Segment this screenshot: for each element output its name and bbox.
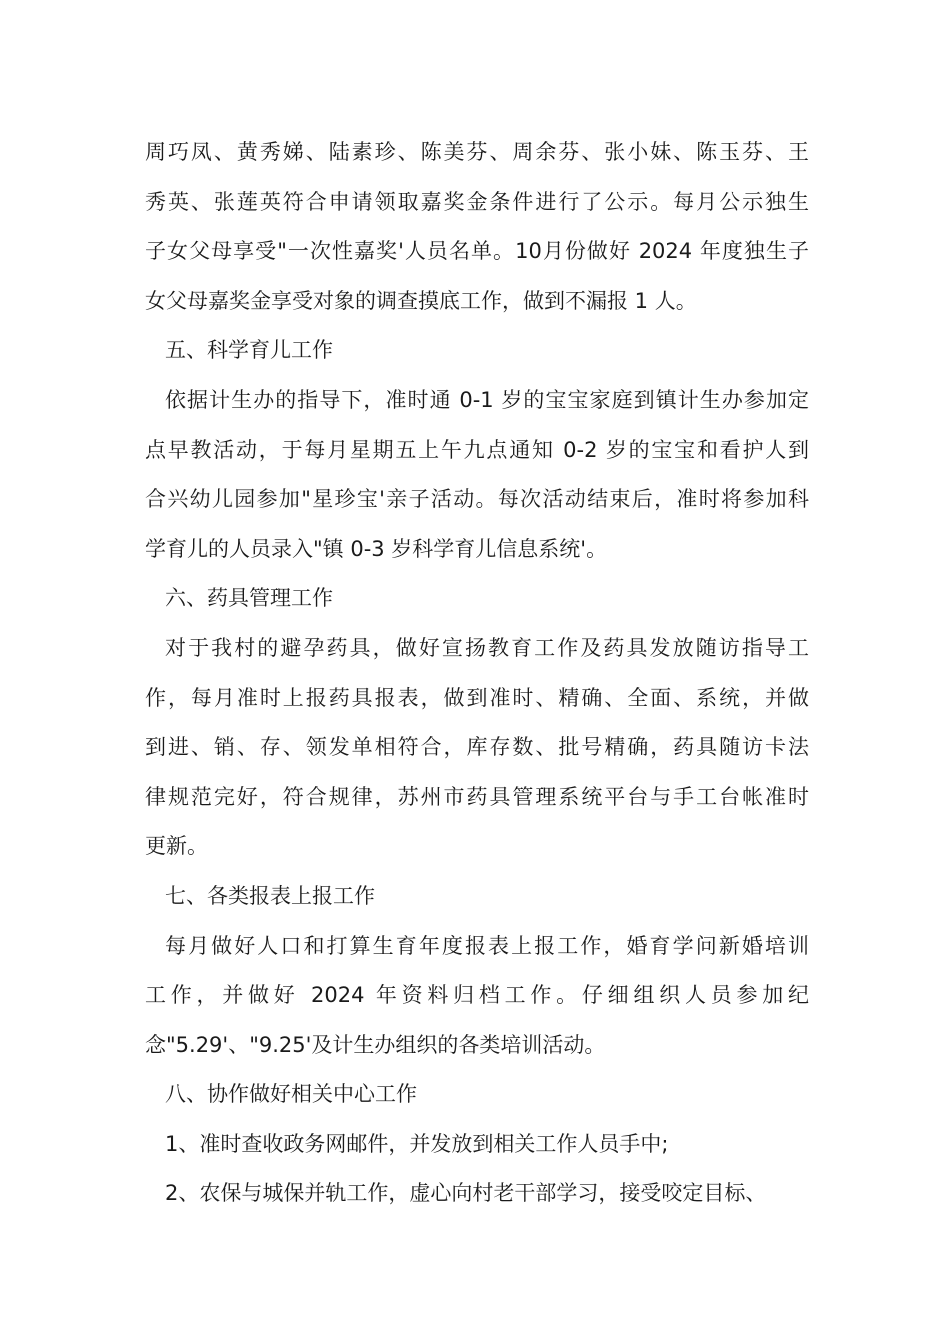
body-text-line: 子女父母享受"一次性嘉奖'人员名单。10月份做好 2024 年度独生子 [145, 239, 809, 264]
list-item-2: 2、农保与城保并轨工作，虚心向村老干部学习，接受咬定目标、 [165, 1181, 767, 1206]
list-item-1: 1、准时查收政务网邮件，并发放到相关工作人员手中; [165, 1131, 669, 1156]
body-text-line: 对于我村的避孕药具，做好宣扬教育工作及药具发放随访指导工 [165, 635, 809, 660]
body-text-line: 律规范完好，符合规律，苏州市药具管理系统平台与手工台帐准时 [145, 784, 809, 809]
section-heading-6: 六、药具管理工作 [165, 586, 333, 611]
body-text-line: 学育儿的人员录入"镇 0-3 岁科学育儿信息系统'。 [145, 536, 608, 561]
body-text-line: 秀英、张莲英符合申请领取嘉奖金条件进行了公示。每月公示独生 [145, 189, 809, 214]
body-text-line: 念"5.29'、"9.25'及计生办组织的各类培训活动。 [145, 1032, 606, 1057]
body-text-line: 依据计生办的指导下，准时通 0-1 岁的宝宝家庭到镇计生办参加定 [165, 387, 809, 412]
body-text-line: 到进、销、存、领发单相符合，库存数、批号精确，药具随访卡法 [145, 735, 809, 760]
section-heading-5: 五、科学育儿工作 [165, 338, 333, 363]
body-text-line: 更新。 [145, 834, 208, 859]
body-text-line: 周巧凤、黄秀娣、陆素珍、陈美芬、周余芬、张小妹、陈玉芬、王 [145, 140, 809, 164]
body-text-line: 每月做好人口和打算生育年度报表上报工作，婚育学问新婚培训 [165, 933, 809, 958]
body-text-line: 合兴幼儿园参加"星珍宝'亲子活动。每次活动结束后，准时将参加科 [145, 487, 809, 512]
body-text-line: 作，每月准时上报药具报表，做到准时、精确、全面、系统，并做 [145, 685, 809, 710]
body-text-line: 工作，并做好 2024 年资料归档工作。仔细组织人员参加纪 [145, 983, 809, 1008]
body-text-line: 点早教活动，于每月星期五上午九点通知 0-2 岁的宝宝和看护人到 [145, 437, 809, 462]
section-heading-7: 七、各类报表上报工作 [165, 883, 375, 908]
body-text-line: 女父母嘉奖金享受对象的调查摸底工作，做到不漏报 1 人。 [145, 288, 697, 313]
section-heading-8: 八、协作做好相关中心工作 [165, 1082, 417, 1107]
document-body [145, 128, 809, 1219]
